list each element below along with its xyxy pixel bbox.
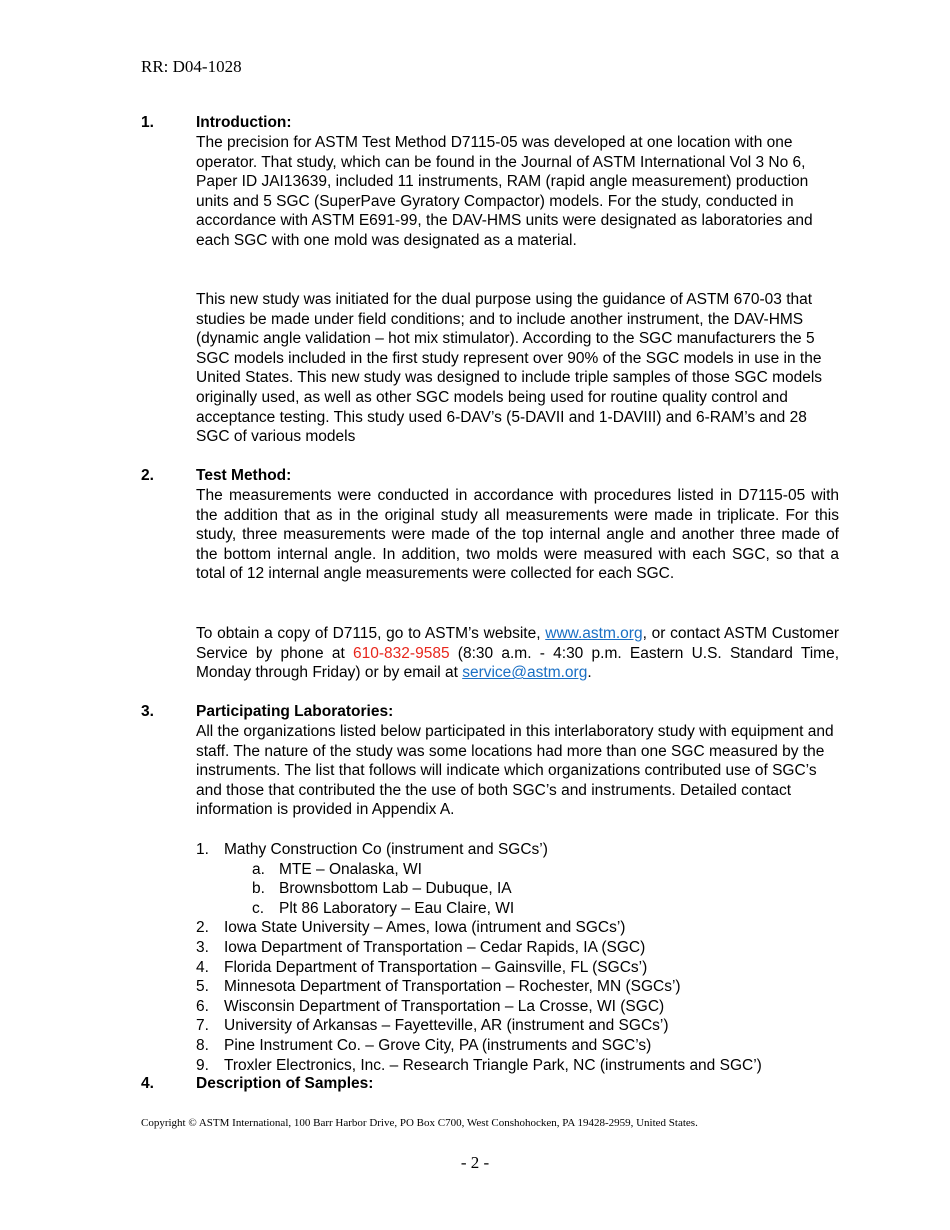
document-id-header: RR: D04-1028 [141, 57, 242, 76]
list-item-number: 6. [196, 997, 209, 1015]
list-item-number: 3. [196, 938, 209, 956]
list-item [196, 840, 762, 918]
section-1-number: 1. [141, 114, 154, 131]
list-item-text: Wisconsin Department of Transportation – La Crosse, WI (SGC) [224, 997, 665, 1015]
list-item-text: University of Arkansas – Fayetteville, AR (instrument and SGCs’) [224, 1017, 669, 1035]
contact-text-part-4: . [587, 664, 592, 682]
sub-list-item [196, 879, 762, 899]
sub-list-item [196, 860, 762, 880]
list-item-number: 5. [196, 978, 209, 996]
list-item-number: 9. [196, 1056, 209, 1074]
sub-list [196, 860, 762, 919]
section-1-title: Introduction: [196, 114, 292, 131]
list-item-number: 7. [196, 1017, 209, 1035]
sub-list-item-letter: c. [252, 899, 265, 917]
list-item-text: Iowa Department of Transportation – Cedar Rapids, IA (SGC) [224, 938, 646, 956]
list-item-text: Troxler Electronics, Inc. – Research Triangle Park, NC (instruments and SGC’) [224, 1056, 762, 1074]
list-item-text: Minnesota Department of Transportation – Rochester, MN (SGCs’) [224, 978, 681, 996]
list-item-text: Mathy Construction Co (instrument and SGCs’) [224, 841, 548, 858]
list-item [196, 918, 762, 938]
list-item-number: 1. [196, 841, 209, 858]
section-1-paragraph-2: This new study was initiated for the dual purpose using the guidance of ASTM 670-03 that studies be made under field conditions; and to include another instrument, the DAV-HMS (dynamic angle validation – hot mix stimulator). According to the SGC manufacturers the 5 SGC models included in the first study represent over 90% of the SGC models in use in the United States. This new study was designed to include triple samples of those SGC models originally used, as well as other SGC models being used for routine quality control and acceptance testing. This study used 6-DAV’s (5-DAVII and 1-DAVIII) and 6-RAM’s and 28 SGC of various models [196, 291, 823, 446]
list-item [196, 1036, 762, 1056]
list-item [196, 958, 762, 978]
section-3-title: Participating Laboratories: [196, 703, 394, 720]
section-2-title: Test Method: [196, 467, 292, 484]
list-item-text: Pine Instrument Co. – Grove City, PA (instruments and SGC’s) [224, 1036, 652, 1054]
contact-text-part-2: , or contact ASTM Customer Service by phone at [196, 625, 839, 662]
sub-list-item-text: Brownsbottom Lab – Dubuque, IA [279, 880, 512, 898]
section-1-paragraph-1: The precision for ASTM Test Method D7115-05 was developed at one location with one operator. That study, which can be found in the Journal of ASTM International Vol 3 No 6, Paper ID JAI13639, included 11 instruments, RAM (rapid angle measurement) production units and 5 SGC (SuperPave Gyratory Compactor) models. For the study, conducted in accordance with ASTM E691-99, the DAV-HMS units were designated as laboratories and each SGC with one mold was designated as a material. [196, 134, 813, 249]
list-item-text: Iowa State University – Ames, Iowa (intrument and SGCs’) [224, 919, 626, 937]
sub-list-item-letter: a. [252, 860, 265, 878]
sub-list-item [196, 899, 762, 919]
section-2-paragraph-2 [196, 624, 839, 683]
list-item-number: 8. [196, 1036, 209, 1054]
section-2-paragraph-1: The measurements were conducted in accordance with procedures listed in D7115-05 with the addition that as in the original study all measurements were made in triplicate. For this study, three measurements were made of the top internal angle and another three made of the bottom internal angle. In addition, two molds were measured with each SGC, so that a total of 12 internal angle measurements were collected for each SGC. [196, 487, 839, 583]
section-4-number: 4. [141, 1075, 154, 1092]
phone-number: 610-832-9585 [353, 644, 450, 662]
section-3-number: 3. [141, 703, 154, 720]
list-item [196, 977, 762, 997]
list-item [196, 938, 762, 958]
section-3-paragraph-1: All the organizations listed below participated in this interlaboratory study with equipment and staff. The nature of the study was some locations had more than one SGC measured by the instruments. The list that follows will indicate which organizations contributed use of SGC’s and those that contributed the the use of both SGC’s and instruments. Detailed contact information is provided in Appendix A. [196, 723, 834, 819]
list-item [196, 1056, 762, 1076]
sub-list-item-text: Plt 86 Laboratory – Eau Claire, WI [279, 899, 515, 917]
participating-laboratories-list [196, 840, 762, 1075]
section-4-title: Description of Samples: [196, 1075, 374, 1092]
copyright-footer: Copyright © ASTM International, 100 Barr Harbor Drive, PO Box C700, West Conshohocken, PA 19428-2959, United States. [141, 1117, 698, 1129]
list-item-number: 4. [196, 958, 209, 976]
list-item [196, 1016, 762, 1036]
page-number: - 2 - [460, 1153, 490, 1172]
list-item-number: 2. [196, 919, 209, 937]
contact-text-part-1: To obtain a copy of D7115, go to ASTM’s website, [196, 625, 546, 642]
section-2-number: 2. [141, 467, 154, 484]
list-item [196, 997, 762, 1017]
sub-list-item-letter: b. [252, 880, 265, 898]
sub-list-item-text: MTE – Onalaska, WI [279, 860, 422, 878]
list-item-text: Florida Department of Transportation – Gainsville, FL (SGCs’) [224, 958, 648, 976]
website-link[interactable]: www.astm.org [545, 625, 643, 642]
contact-text-part-3: (8:30 a.m. - 4:30 p.m. Eastern U.S. Standard Time, Monday through Friday) or by email at [196, 644, 839, 682]
email-link[interactable]: service@astm.org [462, 664, 588, 682]
